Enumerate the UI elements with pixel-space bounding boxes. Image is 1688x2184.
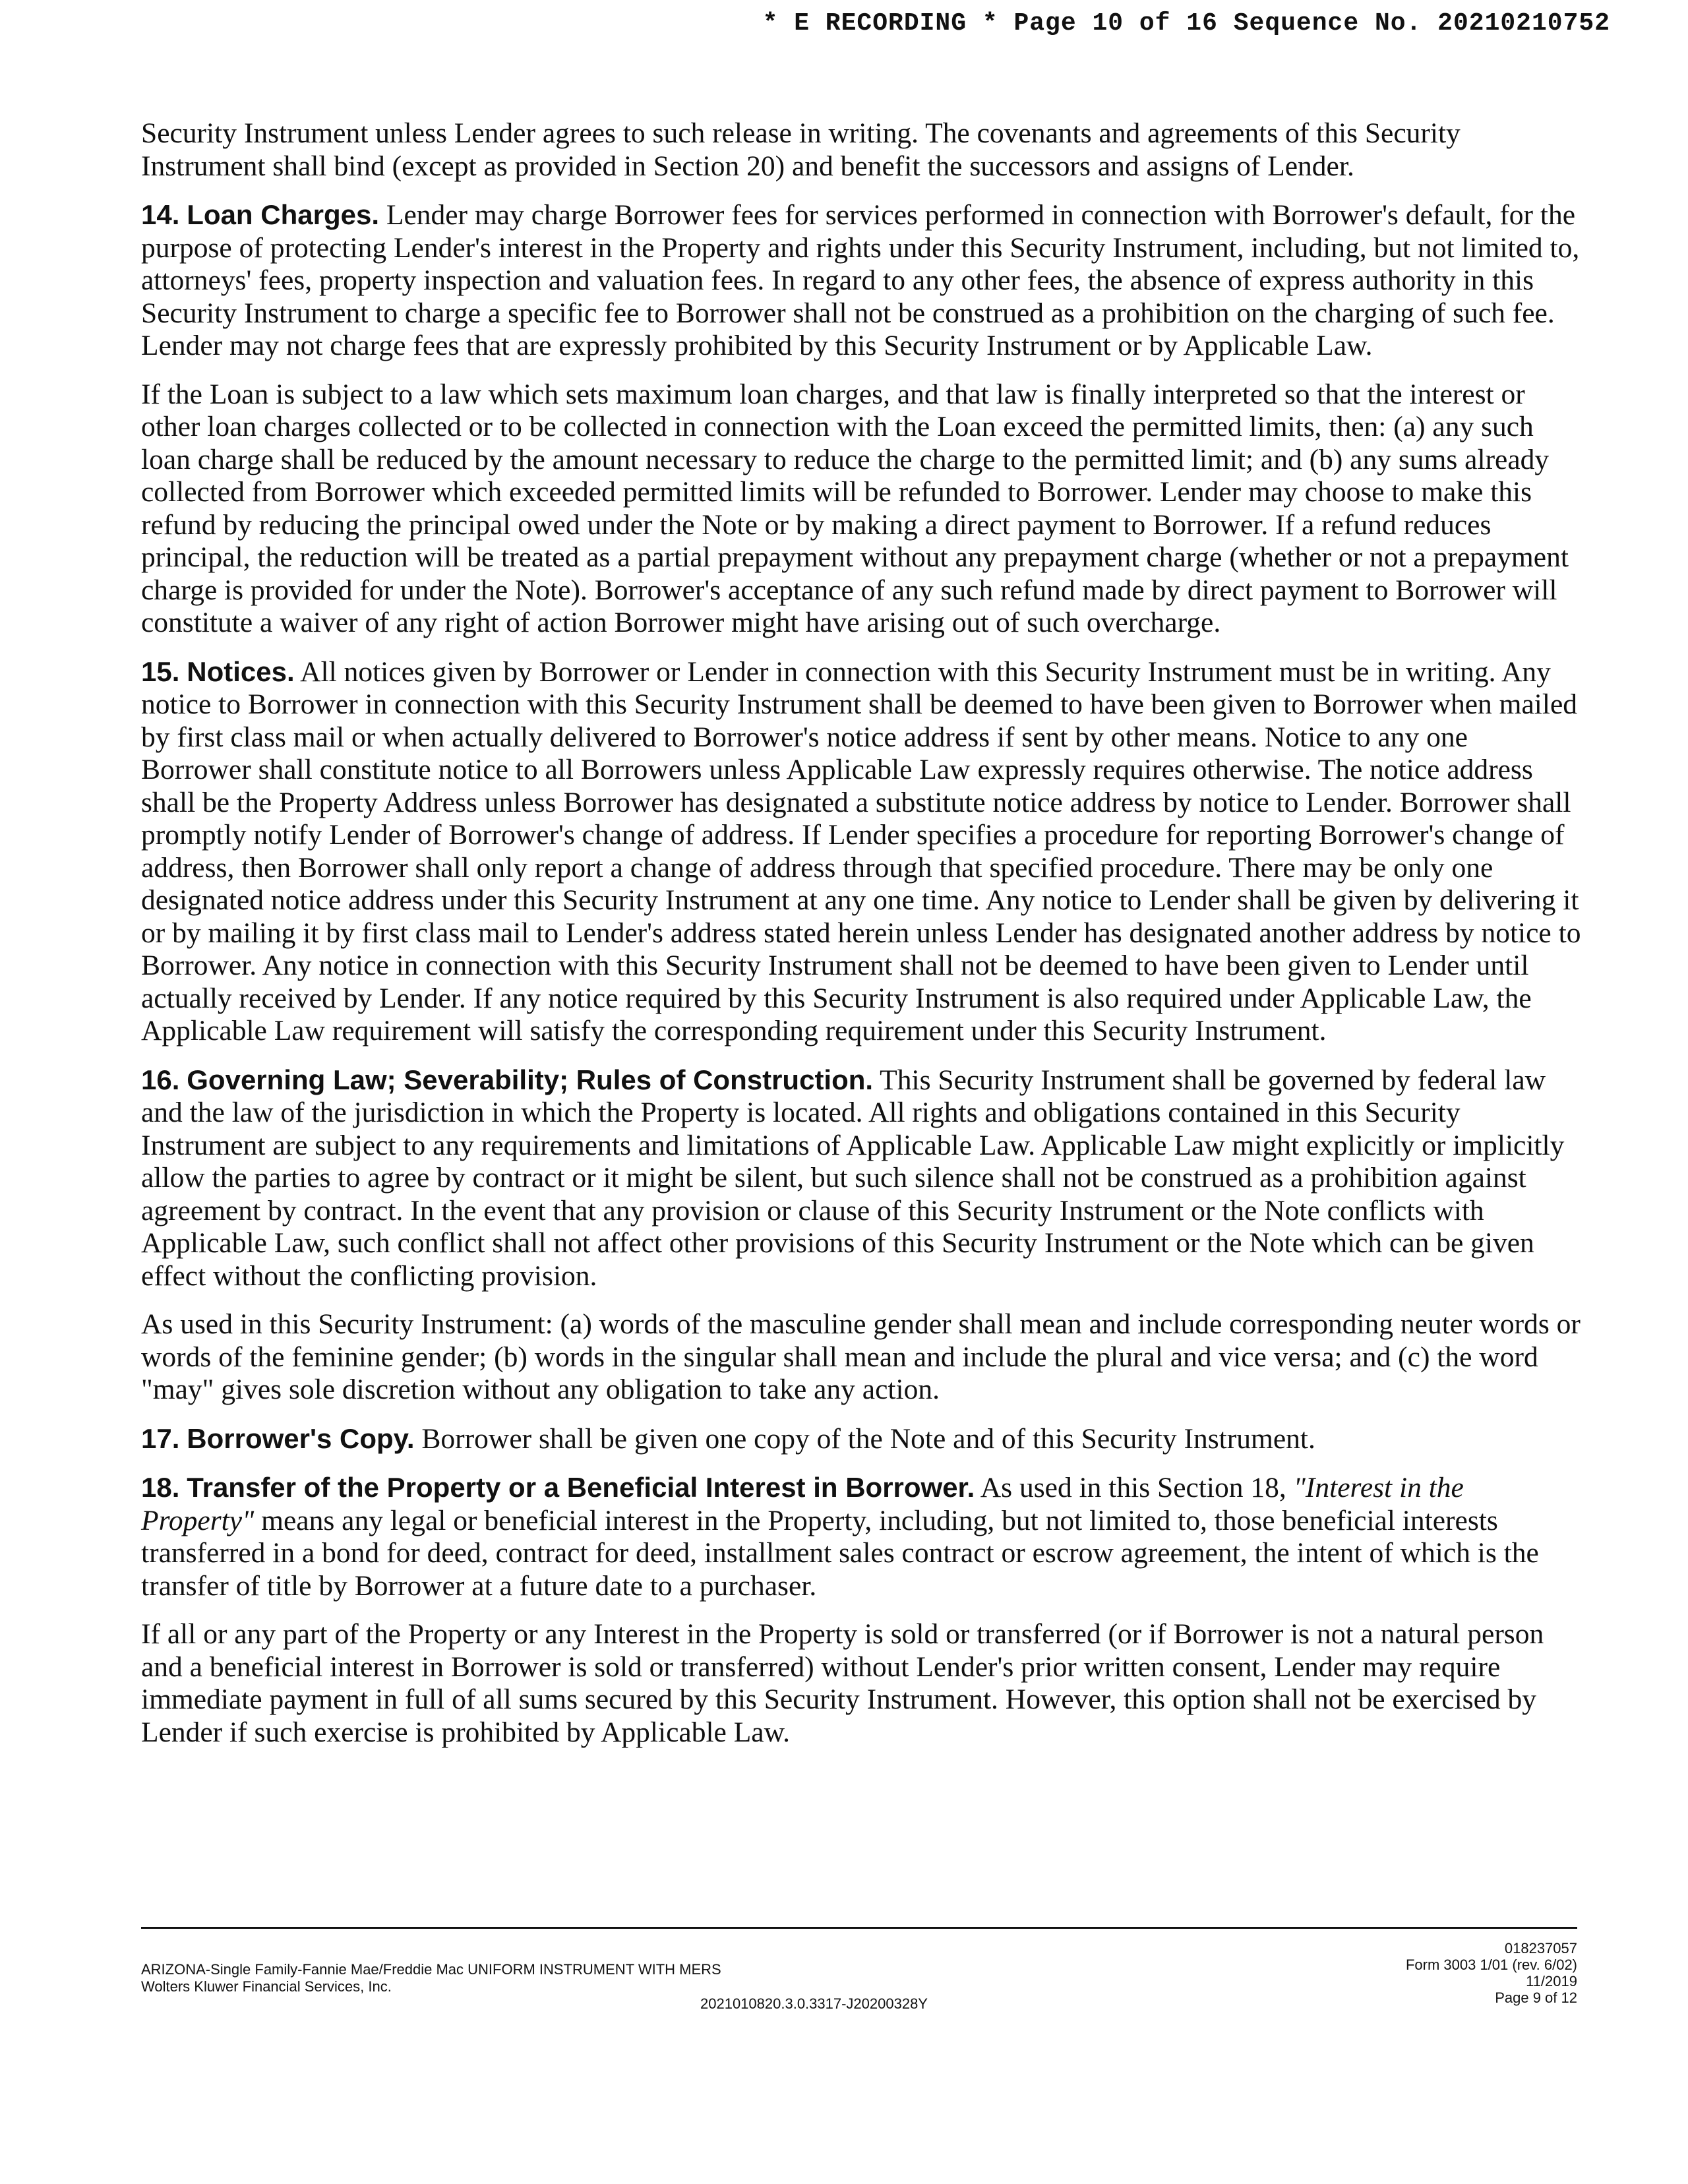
footer-form-title: ARIZONA-Single Family-Fannie Mae/Freddie Mac UNIFORM INSTRUMENT WITH MERS <box>141 1961 721 1978</box>
footer-page-number: Page 9 of 12 <box>1495 1989 1577 2006</box>
section-17-text: Borrower shall be given one copy of the Note and of this Security Instrument. <box>414 1422 1315 1455</box>
footer-publisher: Wolters Kluwer Financial Services, Inc. <box>141 1978 392 1995</box>
section-17-title: Borrower's Copy. <box>187 1422 415 1454</box>
footer-doc-code: 2021010820.3.0.3317-J20200328Y <box>700 1995 928 2012</box>
section-15-paragraph <box>141 655 1581 1048</box>
section-18-defined-term: "Interest in the Property" <box>141 1472 1464 1536</box>
section-18-continued-paragraph: If all or any part of the Property or any Interest in the Property is sold or transferred (or if Borrower is not a natural person and a beneficial interest in Borrower is sold or transferred) without Lender's prior written consent, Lender may require immediate payment in full of all sums secured by this Security Instrument. However, this option shall not be exercised by Lender if such exercise is prohibited by Applicable Law. <box>141 1618 1544 1748</box>
section-14-number: 14. <box>141 199 180 230</box>
section-14-title: Loan Charges. <box>187 199 379 230</box>
footer-right-block <box>1406 1940 1577 2006</box>
footer-revision-date: 11/2019 <box>1526 1973 1577 1989</box>
section-17-number: 17. <box>141 1422 180 1454</box>
section-16-title: Governing Law; Severability; Rules of Construction. <box>187 1064 874 1095</box>
footer-left-block <box>141 1961 721 1995</box>
footer-divider <box>141 1927 1577 1929</box>
section-18-title: Transfer of the Property or a Beneficial Interest in Borrower. <box>187 1472 975 1503</box>
footer-loan-number: 018237057 <box>1504 1940 1577 1957</box>
footer-form-number: Form 3003 1/01 (rev. 6/02) <box>1405 1957 1577 1973</box>
section-14-text: Lender may charge Borrower fees for services performed in connection with Borrower's default, for the purpose of protecting Lender's interest in the Property and rights under this Security Instrument, including, but not limited to, attorneys' fees, property inspection and valuation fees. In regard to any other fees, the absence of express authority in this Security Instrument to charge a specific fee to Borrower shall not be construed as a prohibition on the charging of such fee. Lender may not charge fees that are expressly prohibited by this Security Instrument or by Applicable Law. <box>141 199 1580 361</box>
recording-header: * E RECORDING * Page 10 of 16 Sequence No. 20210210752 <box>762 9 1610 38</box>
section-15-text: All notices given by Borrower or Lender in connection with this Security Instrument must be in writing. Any notice to Borrower in connection with this Security Instrument shall be deemed to have been given to Borrower when mailed by first class mail or when actually delivered to Borrower's notice address if sent by other means. Notice to any one Borrower shall constitute notice to all Borrowers unless Applicable Law expressly requires otherwise. The notice address shall be the Property Address unless Borrower has designated a substitute notice address by notice to Lender. Borrower shall promptly notify Lender of Borrower's change of address. If Lender specifies a procedure for reporting Borrower's change of address, then Borrower shall only report a change of address through that specified procedure. There may be only one designated notice address under this Security Instrument at any one time. Any notice to Lender shall be given by delivering it or by mailing it by first class mail to Lender's address stated herein unless Lender has designated another address by notice to Borrower. Any notice in connection with this Security Instrument shall not be deemed to have been given to Lender until actually received by Lender. If any notice required by this Security Instrument is also required under Applicable Law, the Applicable Law requirement will satisfy the corresponding requirement under this Security Instrument. <box>141 655 1581 1046</box>
section-18-text-b: means any legal or beneficial interest in the Property, including, but not limited to, those beneficial interests transferred in a bond for deed, contract for deed, installment sales contract or escrow agreement, the intent of which is the transfer of title by Borrower at a future date to a purchaser. <box>141 1504 1539 1602</box>
section-17-paragraph <box>141 1422 1581 1456</box>
section-16-number: 16. <box>141 1064 180 1095</box>
section-15-number: 15. <box>141 655 180 687</box>
section-18-paragraph <box>141 1471 1581 1602</box>
section-16-continued-paragraph: As used in this Security Instrument: (a) words of the masculine gender shall mean and include corresponding neuter words or words of the feminine gender; (b) words in the singular shall mean and include the plural and vice versa; and (c) the word "may" gives sole discretion without any obligation to take any action. <box>141 1308 1581 1405</box>
section-14-continued-paragraph: If the Loan is subject to a law which sets maximum loan charges, and that law is finally interpreted so that the interest or other loan charges collected or to be collected in connection with the Loan exceed the permitted limits, then: (a) any such loan charge shall be reduced by the amount necessary to reduce the charge to the permitted limit; and (b) any sums already collected from Borrower which exceeded permitted limits will be refunded to Borrower. Lender may choose to make this refund by reducing the principal owed under the Note or by making a direct payment to Borrower. If a refund reduces principal, the reduction will be treated as a partial prepayment without any prepayment charge (whether or not a prepayment charge is provided for under the Note). Borrower's acceptance of any such refund made by direct payment to Borrower will constitute a waiver of any right of action Borrower might have arising out of such overcharge. <box>141 378 1569 638</box>
section-18-number: 18. <box>141 1472 180 1503</box>
section-14-paragraph <box>141 198 1581 363</box>
section-16-paragraph <box>141 1064 1581 1293</box>
section-16-text: This Security Instrument shall be governed by federal law and the law of the jurisdiction in which the Property is located. All rights and obligations contained in this Security Instrument are subject to any requirements and limitations of Applicable Law. Applicable Law might explicitly or implicitly allow the parties to agree by contract or it might be silent, but such silence shall not be construed as a prohibition against agreement by contract. In the event that any provision or clause of this Security Instrument or the Note conflicts with Applicable Law, such conflict shall not affect other provisions of this Security Instrument or the Note which can be given effect without the conflicting provision. <box>141 1064 1565 1292</box>
section-15-title: Notices. <box>187 655 295 687</box>
document-body <box>141 117 1581 1765</box>
intro-paragraph: Security Instrument unless Lender agrees to such release in writing. The covenants and agreements of this Security Instrument shall bind (except as provided in Section 20) and benefit the successors and assigns of Lender. <box>141 117 1461 182</box>
section-18-text-a: As used in this Section 18, <box>975 1472 1294 1503</box>
